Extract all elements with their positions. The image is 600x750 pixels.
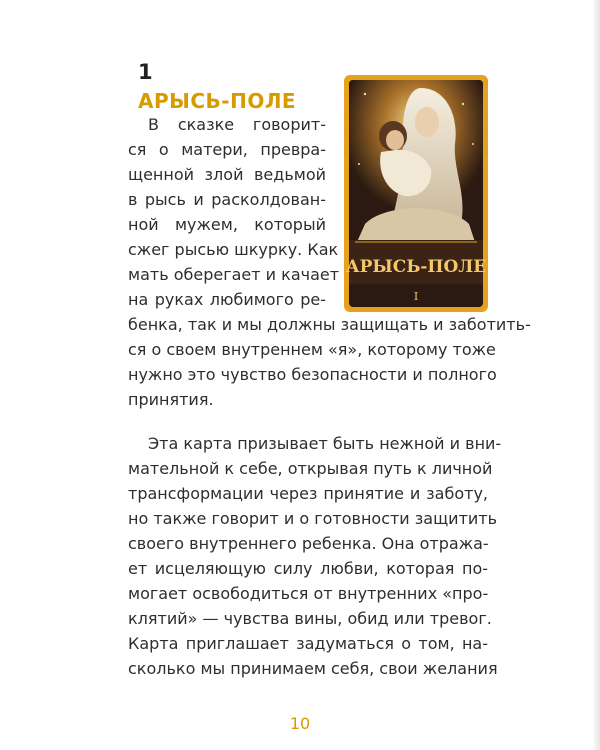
paragraph-1-line: сжег рысью шкурку. Как bbox=[128, 240, 339, 259]
tarot-card-svg bbox=[343, 74, 489, 313]
paragraph-2-line: сколько мы принимаем себя, свои желания bbox=[128, 659, 498, 678]
paragraph-2-line: могает освободиться от внутренних «про- bbox=[128, 584, 489, 603]
tarot-card-illustration bbox=[343, 74, 489, 313]
child-face bbox=[386, 130, 404, 150]
paragraph-2-line: ет исцеляющую силу любви, которая по- bbox=[128, 559, 488, 578]
paragraph-2-line: клятий» — чувства вины, обид или тревог. bbox=[128, 609, 492, 628]
card-title: АРЫСЬ-ПОЛЕ bbox=[138, 89, 297, 113]
paragraph-2-line: Карта приглашает задуматься о том, на- bbox=[128, 634, 488, 653]
paragraph-1-line: ся о своем внутреннем «я», которому тоже bbox=[128, 340, 496, 359]
paragraph-1-line: на руках любимого ре- bbox=[128, 290, 326, 309]
paragraph-2-line: трансформации через принятие и заботу, bbox=[128, 484, 488, 503]
card-caption: АРЫСЬ-ПОЛЕ bbox=[345, 257, 487, 277]
star bbox=[462, 103, 464, 105]
paragraph-1-line: ся о матери, превра- bbox=[128, 140, 326, 159]
card-number: 1 bbox=[138, 60, 153, 84]
star bbox=[472, 143, 474, 145]
card-numeral: I bbox=[413, 290, 419, 303]
paragraph-1-line: щенной злой ведьмой bbox=[128, 165, 326, 184]
paragraph-1-line: ной мужем, который bbox=[128, 215, 326, 234]
paragraph-2-line: но также говорит и о готовности защитить bbox=[128, 509, 498, 528]
paragraph-1-line: принятия. bbox=[128, 390, 214, 409]
page-number: 10 bbox=[289, 714, 311, 733]
paragraph-1-line: в рысь и расколдован- bbox=[128, 190, 326, 209]
star bbox=[364, 93, 366, 95]
page-edge bbox=[594, 0, 600, 750]
star bbox=[358, 163, 360, 165]
paragraph-1-line: В сказке говорит- bbox=[148, 115, 326, 134]
paragraph-2-line: мательной к себе, открывая путь к личной bbox=[128, 459, 493, 478]
paragraph-2-line: Эта карта призывает быть нежной и вни- bbox=[148, 434, 502, 453]
paragraph-2-line: своего внутреннего ребенка. Она отража- bbox=[128, 534, 489, 553]
mother-face bbox=[415, 107, 439, 137]
paragraph-1-line: бенка, так и мы должны защищать и заботить- bbox=[128, 315, 531, 334]
paragraph-1-line: нужно это чувство безопасности и полного bbox=[128, 365, 497, 384]
paragraph-1-line: мать оберегает и качает bbox=[128, 265, 340, 284]
